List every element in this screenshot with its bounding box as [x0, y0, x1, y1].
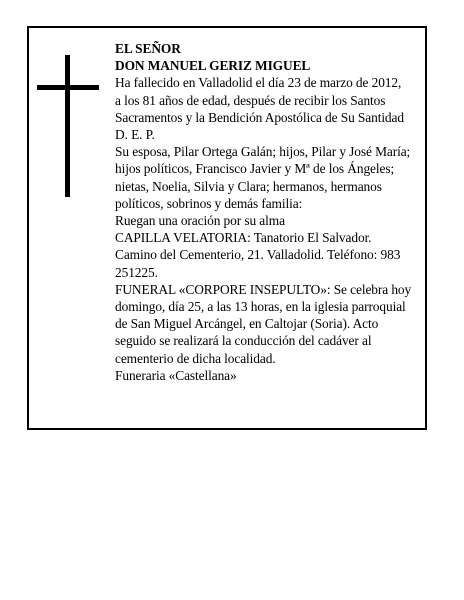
family-line: Su esposa, Pilar Ortega Galán; hijos, Pilar y José María;: [115, 144, 411, 160]
funeral-line: de San Miguel Arcángel, en Caltojar (Soria). Acto: [115, 316, 379, 332]
chapel-line: CAPILLA VELATORIA: Tanatorio El Salvador.: [115, 230, 372, 246]
funeral-line: domingo, día 25, a las 13 horas, en la iglesia parroquial: [115, 299, 406, 315]
chapel-line: 251225.: [115, 264, 158, 280]
cross-icon: [37, 55, 99, 197]
family-line: hijos políticos, Francisco Javier y Mª de los Ángeles;: [115, 161, 395, 177]
death-line: a los 81 años de edad, después de recibir los Santos: [115, 92, 386, 108]
death-line: Ha fallecido en Valladolid el día 23 de marzo de 2012,: [115, 75, 402, 91]
prayer-request: Ruegan una oración por su alma: [115, 213, 285, 229]
family-line: políticos, sobrinos y demás familia:: [115, 195, 303, 211]
funeral-line: FUNERAL «CORPORE INSEPULTO»: Se celebra hoy: [115, 281, 412, 297]
funeral-line: cementerio de dicha localidad.: [115, 350, 276, 366]
cross-vertical-bar: [65, 55, 70, 197]
cross-horizontal-bar: [37, 85, 99, 90]
funeral-home: Funeraria «Castellana»: [115, 367, 237, 383]
honorific: EL SEÑOR: [115, 41, 181, 56]
family-line: nietas, Noelia, Silvia y Clara; hermanos, hermanos: [115, 178, 382, 194]
rip-line: D. E. P.: [115, 127, 155, 143]
obituary-text: [115, 40, 427, 384]
chapel-line: Camino del Cementerio, 21. Valladolid. Teléfono: 983: [115, 247, 401, 263]
funeral-line: seguido se realizará la conducción del cadáver al: [115, 333, 372, 349]
death-line: Sacramentos y la Bendición Apostólica de Su Santidad: [115, 109, 404, 125]
deceased-name: DON MANUEL GERIZ MIGUEL: [115, 58, 311, 74]
